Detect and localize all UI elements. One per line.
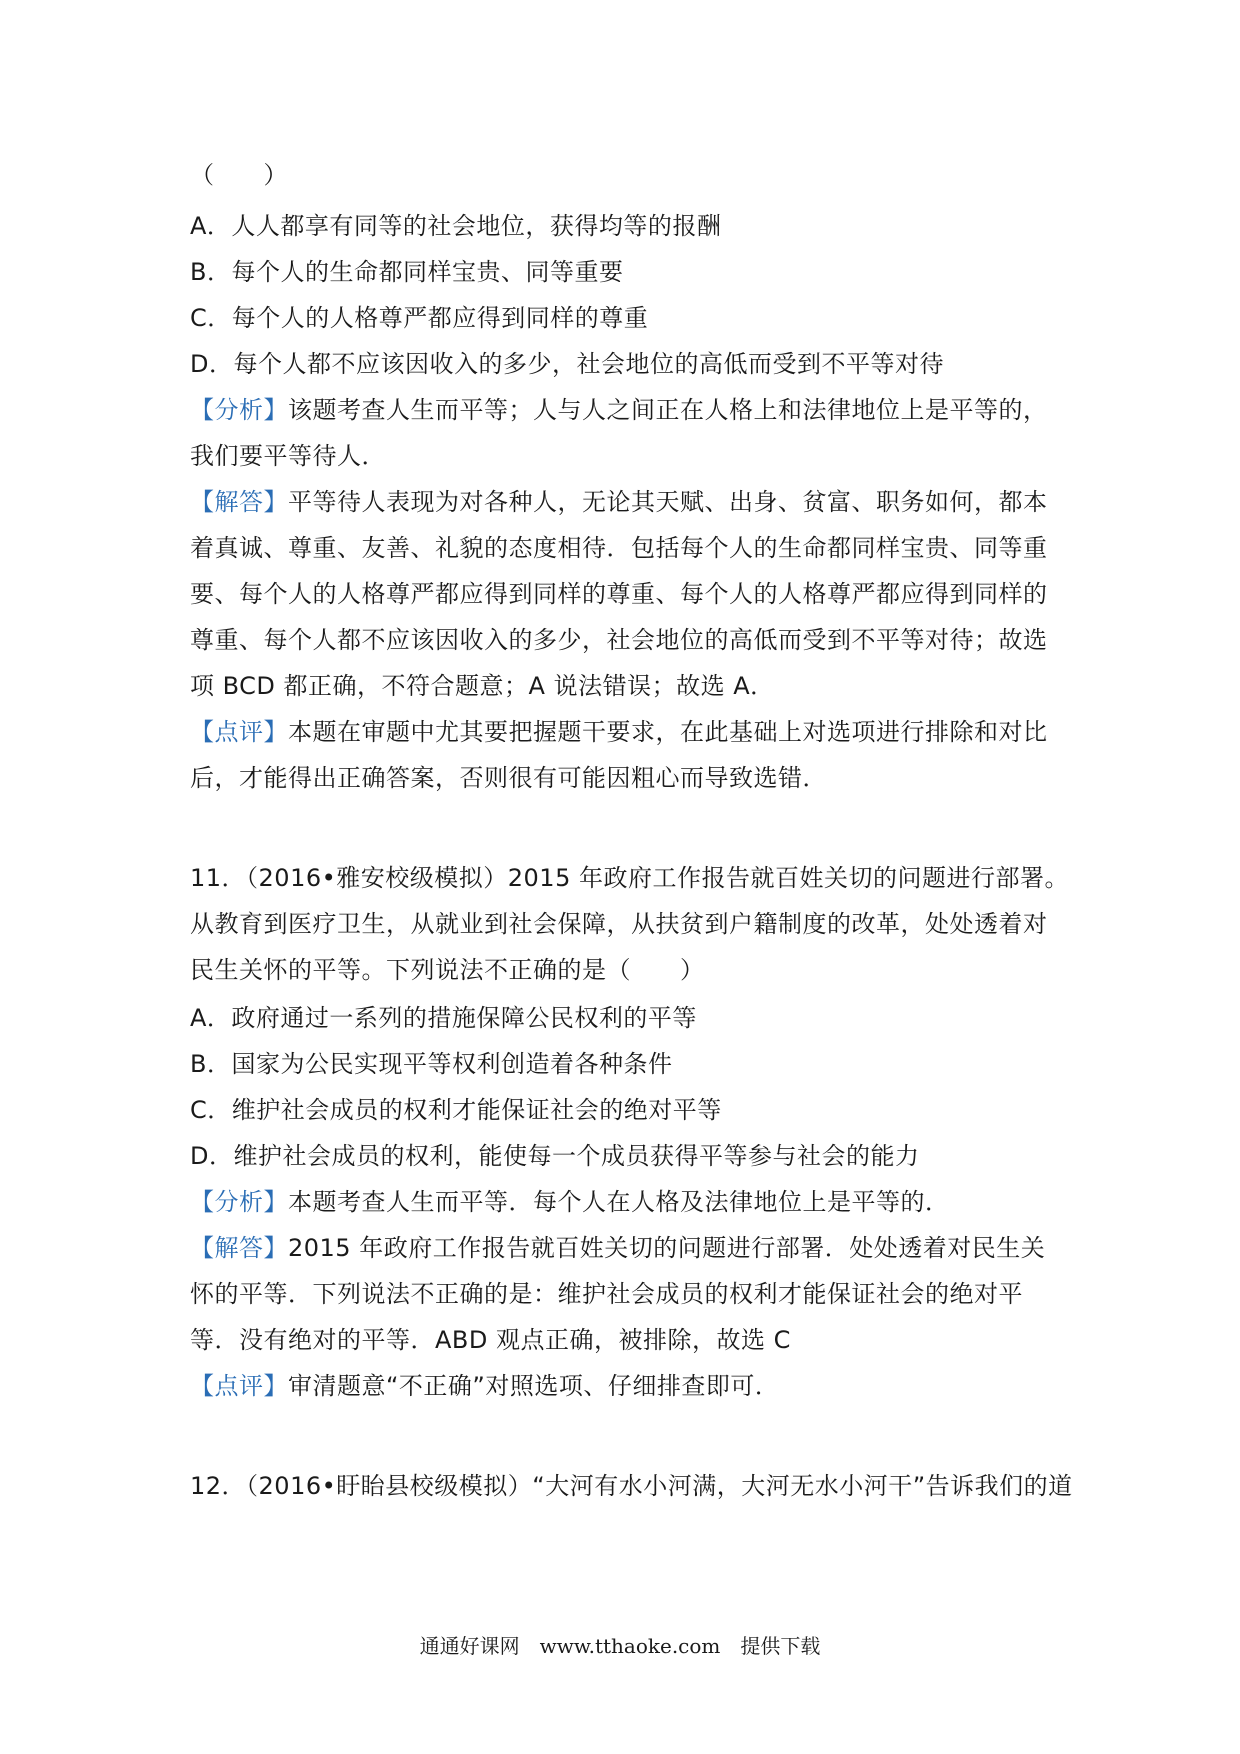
q11-answer-line-3: 等．没有绝对的平等．ABD 观点正确，被排除，故选 C [190, 1326, 791, 1354]
q11-analysis-tag: 【分析】 [190, 1188, 288, 1216]
q11-analysis-text-1: 本题考查人生而平等．每个人在人格及法律地位上是平等的． [288, 1188, 950, 1216]
q10-answer-line-3: 要、每个人的人格尊严都应得到同样的尊重、每个人的人格尊严都应得到同样的 [190, 580, 1048, 608]
q11-answer-line-1 [190, 1231, 1070, 1265]
q11-option-a: A．政府通过一系列的措施保障公民权利的平等 [190, 1004, 697, 1032]
q10-option-c: C．每个人的人格尊严都应得到同样的尊重 [190, 304, 649, 332]
q12-stem-line-1: 12．（2016•盱眙县校级模拟）“大河有水小河满，大河无水小河干”告诉我们的道 [190, 1472, 1073, 1500]
q10-comment-line-1 [190, 715, 1070, 749]
q10-option-b: B．每个人的生命都同样宝贵、同等重要 [190, 258, 624, 286]
page-footer: 通通好课网 www.tthaoke.com 提供下载 [419, 1634, 821, 1658]
q10-answer-line-1 [190, 485, 1070, 519]
q11-answer-text-1: 2015 年政府工作报告就百姓关切的问题进行部署．处处透着对民生关 [288, 1234, 1046, 1262]
q10-option-d: D．每个人都不应该因收入的多少，社会地位的高低而受到不平等对待 [190, 350, 944, 378]
q11-option-b: B．国家为公民实现平等权利创造着各种条件 [190, 1050, 673, 1078]
q10-answer-line-2: 着真诚、尊重、友善、礼貌的态度相待．包括每个人的生命都同样宝贵、同等重 [190, 534, 1048, 562]
q10-comment-text-1: 本题在审题中尤其要把握题干要求，在此基础上对选项进行排除和对比 [288, 718, 1048, 746]
q10-answer-line-5: 项 BCD 都正确，不符合题意；A 说法错误；故选 A． [190, 672, 775, 700]
q10-comment-tag: 【点评】 [190, 718, 288, 746]
q11-stem-line-2: 从教育到医疗卫生，从就业到社会保障，从扶贫到户籍制度的改革，处处透着对 [190, 910, 1048, 938]
q11-stem-line-3: 民生关怀的平等。下列说法不正确的是（ ） [190, 956, 705, 984]
q10-answer-line-4: 尊重、每个人都不应该因收入的多少，社会地位的高低而受到不平等对待；故选 [190, 626, 1048, 654]
q10-comment-line-2: 后，才能得出正确答案，否则很有可能因粗心而导致选错． [190, 764, 827, 792]
q10-analysis-text-1: 该题考查人生而平等；人与人之间正在人格上和法律地位上是平等的， [288, 396, 1048, 424]
q10-option-a: A．人人都享有同等的社会地位，获得均等的报酬 [190, 212, 722, 240]
q11-comment-text-1: 审清题意“不正确”对照选项、仔细排查即可． [288, 1372, 780, 1400]
q10-analysis-line-1 [190, 393, 1070, 427]
q11-option-d: D．维护社会成员的权利，能使每一个成员获得平等参与社会的能力 [190, 1142, 920, 1170]
q10-paren-line: （ ） [190, 161, 288, 189]
q11-comment-tag: 【点评】 [190, 1372, 288, 1400]
q10-analysis-line-2: 我们要平等待人． [190, 442, 386, 470]
q11-stem-line-1: 11．（2016•雅安校级模拟）2015 年政府工作报告就百姓关切的问题进行部署。 [190, 864, 1069, 892]
q11-option-c: C．维护社会成员的权利才能保证社会的绝对平等 [190, 1096, 722, 1124]
q11-analysis-line-1 [190, 1185, 1070, 1219]
q10-answer-text-1: 平等待人表现为对各种人，无论其天赋、出身、贫富、职务如何，都本 [288, 488, 1048, 516]
q11-answer-tag: 【解答】 [190, 1234, 288, 1262]
q11-answer-line-2: 怀的平等．下列说法不正确的是：维护社会成员的权利才能保证社会的绝对平 [190, 1280, 1023, 1308]
q10-answer-tag: 【解答】 [190, 488, 288, 516]
q10-analysis-tag: 【分析】 [190, 396, 288, 424]
q11-comment-line-1 [190, 1369, 1070, 1403]
